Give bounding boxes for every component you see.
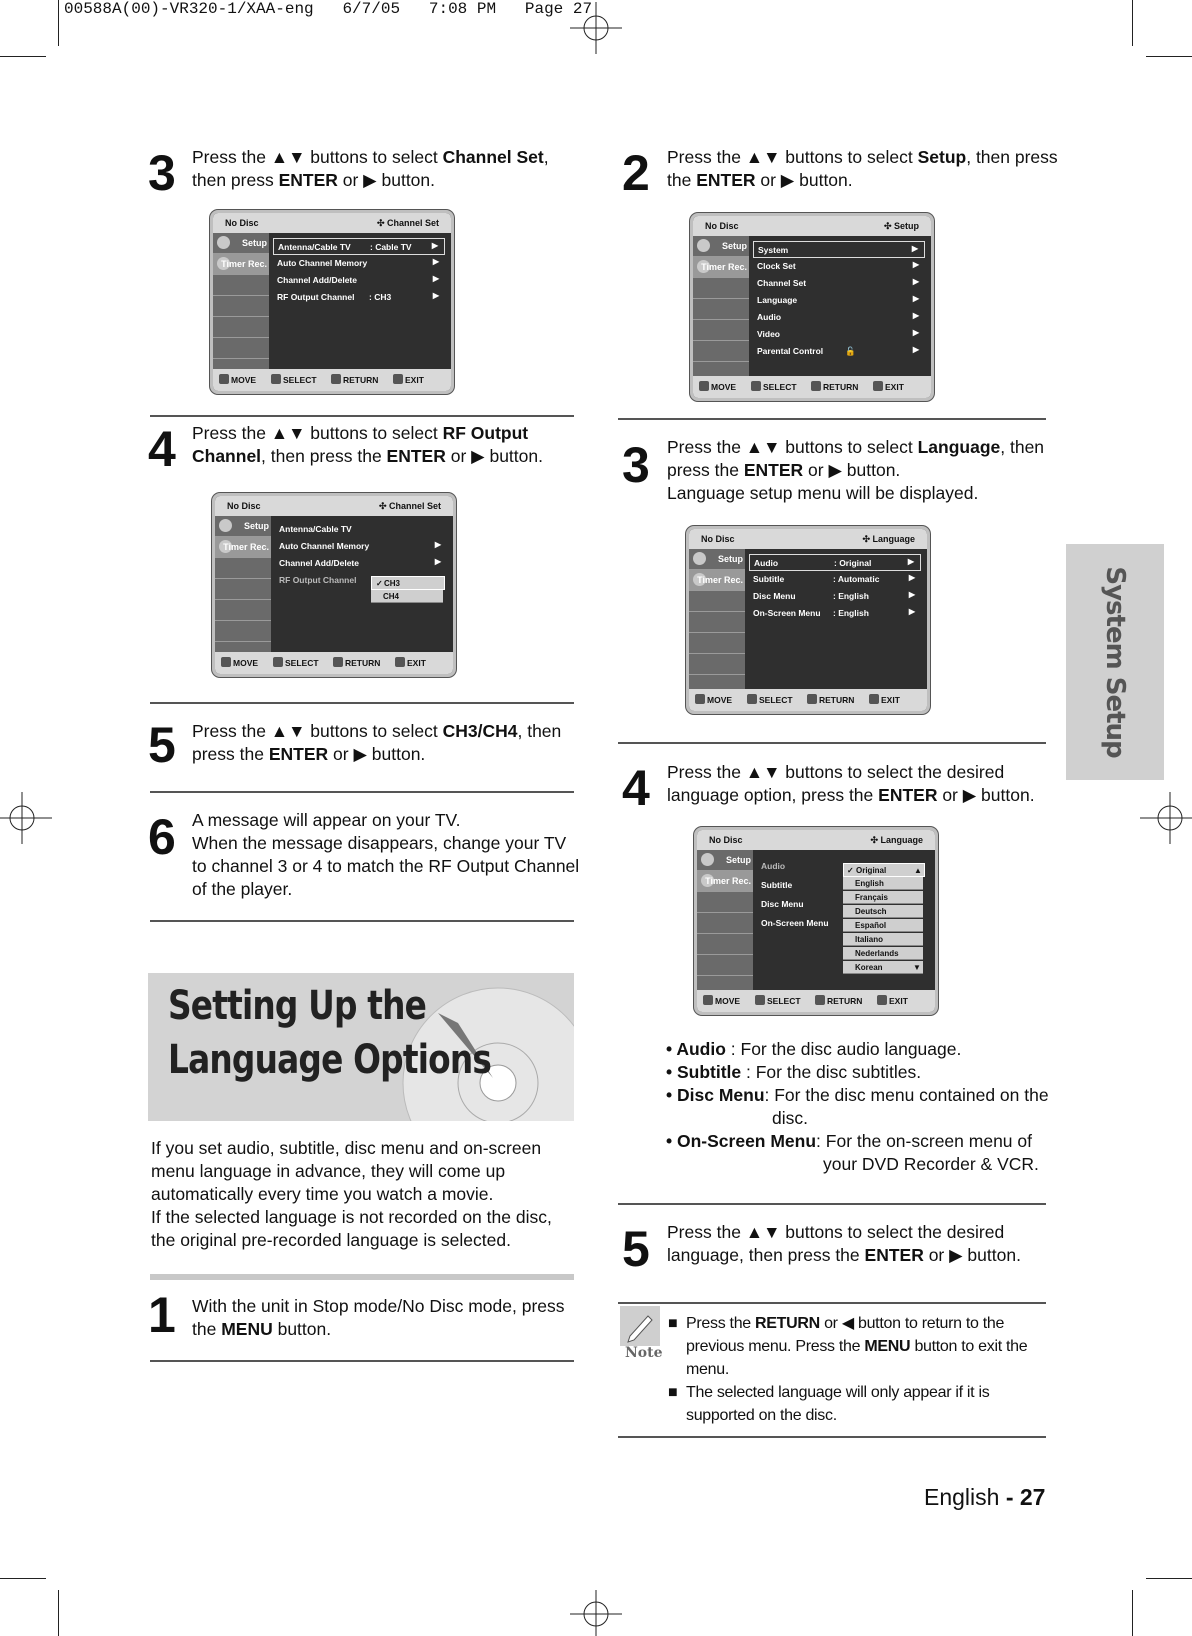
divider bbox=[150, 791, 574, 793]
step-text: Press the ▲▼ buttons to select CH3/CH4, then press the ENTER or ▶ button. bbox=[192, 721, 562, 764]
osd-language-options: No Disc ✣ Language Setup Timer Rec. Audio Subtitle Disc Menu On-Screen Menu ✓ Original ▲ English Français Deutsch Español Italiano Nederlands Korean ▼ MOVE SELECT RETURN EXIT bbox=[694, 827, 938, 1015]
crop-mark bbox=[1146, 56, 1192, 57]
divider bbox=[618, 1436, 1046, 1438]
print-slug: 00588A(00)-VR320-1/XAA-eng 6/7/05 7:08 PM Page 27 bbox=[64, 0, 593, 18]
divider bbox=[618, 418, 1046, 420]
crop-mark bbox=[1132, 0, 1133, 46]
step-number: 1 bbox=[148, 1287, 176, 1343]
divider bbox=[150, 920, 574, 922]
divider bbox=[150, 1360, 574, 1362]
disc-icon bbox=[219, 519, 232, 532]
disc-icon bbox=[701, 853, 714, 866]
step-number: 4 bbox=[622, 760, 650, 816]
bullet-item: • Disc Menu: For the disc menu contained on the bbox=[666, 1085, 1049, 1105]
disc-icon bbox=[697, 239, 710, 252]
step-number: 3 bbox=[148, 145, 176, 201]
osd-channel-set: No Disc ✣ Channel Set Setup Timer Rec. Antenna/Cable TV : Cable TV ▶ Auto Channel Memory ▶ Channel Add/Delete ▶ RF Output Channel : CH3 ▶ MOVE SELECT RETURN EXIT bbox=[210, 210, 454, 394]
page-footer: English - 27 bbox=[924, 1484, 1046, 1510]
registration-mark bbox=[570, 1590, 622, 1636]
step-text: Press the ▲▼ buttons to select the desired language, then press the ENTER or ▶ button. bbox=[667, 1222, 1021, 1265]
divider bbox=[618, 1302, 1046, 1304]
step-text: Press the ▲▼ buttons to select Channel Set, then press ENTER or ▶ button. bbox=[192, 147, 549, 190]
crop-mark bbox=[0, 1578, 46, 1579]
registration-mark bbox=[0, 792, 52, 844]
side-tab-label: System Setup bbox=[1100, 566, 1130, 758]
divider bbox=[150, 415, 574, 417]
bullet-list bbox=[666, 1038, 1066, 1176]
divider bbox=[150, 702, 574, 704]
step-text: With the unit in Stop mode/No Disc mode, press the MENU button. bbox=[192, 1296, 565, 1339]
step-text: A message will appear on your TV. When the message disappears, change your TV to channel 3 or 4 to match the RF Output Channel of the player. bbox=[192, 810, 580, 899]
crop-mark bbox=[58, 1590, 59, 1636]
step-number: 3 bbox=[622, 437, 650, 493]
divider bbox=[618, 742, 1046, 744]
disc-icon bbox=[693, 552, 706, 565]
step-text: Press the ▲▼ buttons to select the desired language option, press the ENTER or ▶ button. bbox=[667, 762, 1035, 805]
note-label: Note bbox=[625, 1345, 663, 1361]
step-number: 6 bbox=[148, 809, 176, 865]
bullet-item: your DVD Recorder & VCR. bbox=[823, 1154, 1039, 1174]
divider bbox=[618, 1203, 1046, 1205]
step-number: 2 bbox=[622, 145, 650, 201]
bullet-item: disc. bbox=[772, 1108, 808, 1128]
crop-mark bbox=[1146, 1578, 1192, 1579]
disc-icon bbox=[217, 236, 230, 249]
section-banner bbox=[148, 973, 574, 1121]
osd-language-menu: No Disc ✣ Language Setup Timer Rec. Audio : Original ▶ Subtitle : Automatic ▶ Disc Menu : English ▶ On-Screen Menu : English ▶ MOVE SELECT RETURN EXIT bbox=[686, 526, 930, 714]
note-icon bbox=[620, 1306, 660, 1346]
lock-icon: 🔓 bbox=[845, 346, 856, 356]
osd-setup-menu: No Disc ✣ Setup Setup Timer Rec. System ▶ Clock Set ▶ Channel Set ▶ Language ▶ Audio ▶ Video ▶ Parental Control 🔓 ▶ MOVE SELECT RETURN EXIT bbox=[690, 213, 934, 401]
step-number: 5 bbox=[622, 1221, 650, 1277]
intro-paragraph: If you set audio, subtitle, disc menu and on-screen menu language in advance, they will come up automatically every time you watch a movie. If the selected language is not recorded on the disc, the original pre-recorded language is selected. bbox=[151, 1138, 552, 1250]
side-tab bbox=[1066, 544, 1164, 780]
crop-mark bbox=[0, 56, 46, 57]
crop-mark bbox=[1132, 1590, 1133, 1636]
crop-mark bbox=[58, 0, 59, 46]
bullet-item: • Audio : For the disc audio language. bbox=[666, 1039, 962, 1059]
step-number: 4 bbox=[148, 421, 176, 477]
section-title-line2: Language Options bbox=[168, 1037, 492, 1083]
step-number: 5 bbox=[148, 717, 176, 773]
osd-rf-output: No Disc ✣ Channel Set Setup Timer Rec. Antenna/Cable TV Auto Channel Memory ▶ Channel Add/Delete ▶ RF Output Channel ✓ CH3 CH4 MOVE SELECT RETURN EXIT bbox=[212, 493, 456, 677]
bullet-item: • On-Screen Menu: For the on-screen menu of bbox=[666, 1131, 1032, 1151]
step-text: Press the ▲▼ buttons to select Setup, then press the ENTER or ▶ button. bbox=[667, 147, 1058, 190]
step-text: Press the ▲▼ buttons to select Language, then press the ENTER or ▶ button. Language setup menu will be displayed. bbox=[667, 437, 1045, 503]
divider bbox=[150, 1274, 574, 1280]
registration-mark bbox=[1140, 792, 1192, 844]
section-title-line1: Setting Up the bbox=[168, 983, 427, 1029]
bullet-item: • Subtitle : For the disc subtitles. bbox=[666, 1062, 922, 1082]
note-text: ■ Press the RETURN or ◀ button to return to the previous menu. Press the MENU button to exit the menu. ■ The selected language will only appear if it is supported on the disc. bbox=[668, 1315, 1028, 1424]
step-text: Press the ▲▼ buttons to select RF Output Channel, then press the ENTER or ▶ button. bbox=[192, 423, 543, 466]
